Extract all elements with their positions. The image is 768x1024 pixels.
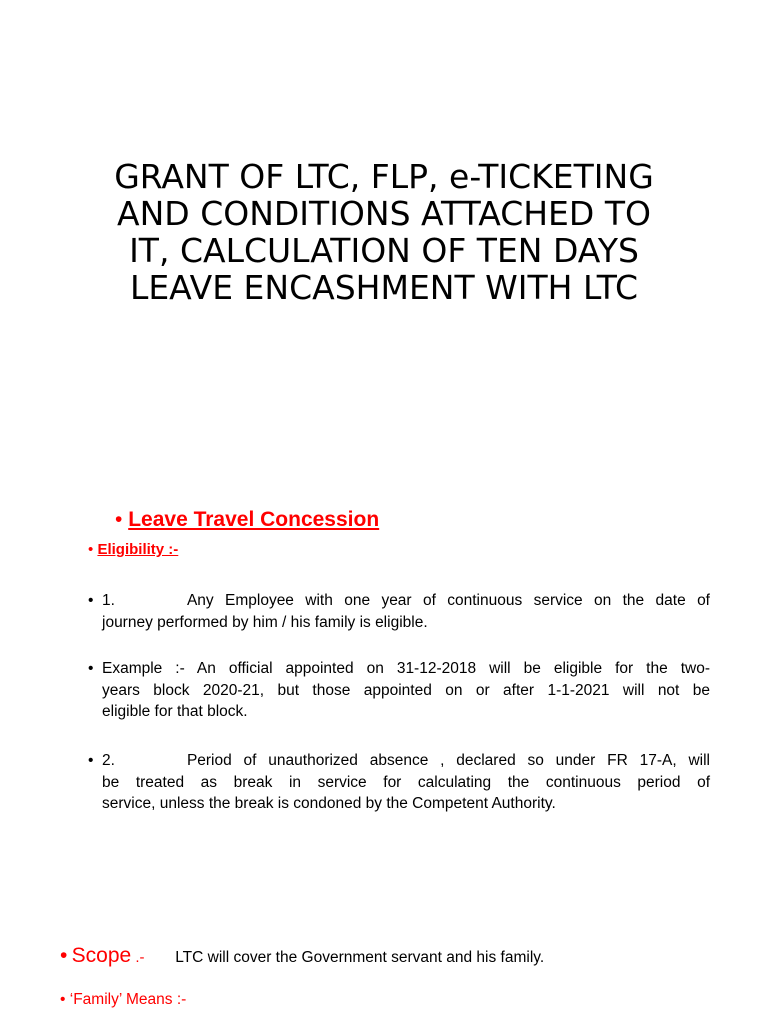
title-line-4: LEAVE ENCASHMENT WITH LTC: [129, 268, 639, 307]
paragraph-2: [88, 658, 710, 723]
bullet-icon: •: [60, 991, 66, 1008]
section-heading: [115, 508, 379, 532]
title-line-2: AND CONDITIONS ATTACHED TO: [117, 194, 651, 233]
paragraph-3-line-2: be treated as break in service for calculating the continuous period of: [102, 773, 710, 791]
paragraph-1-number: 1.: [102, 592, 115, 609]
paragraph-3-number: 2.: [102, 752, 115, 769]
paragraph-1-line-2: journey performed by him / his family is eligible.: [102, 613, 428, 631]
slide-title: [60, 158, 708, 306]
bullet-icon: •: [115, 508, 123, 531]
paragraph-2-line-2: years block 2020-21, but those appointed on or after 1-1-2021 will not be: [102, 681, 710, 699]
paragraph-1: [88, 590, 710, 633]
scope-text: LTC will cover the Government servant and his family.: [175, 949, 545, 966]
bullet-icon: •: [88, 592, 94, 609]
title-line-3: IT, CALCULATION OF TEN DAYS: [129, 231, 639, 270]
family-label: ‘Family’ Means :-: [69, 991, 187, 1008]
paragraph-1-line-1: 1. Any Employee with one year of continuous service on the date of: [102, 592, 710, 609]
paragraph-3: [88, 750, 710, 815]
scope-bullet: [60, 944, 544, 968]
paragraph-3-line-3: service, unless the break is condoned by the Competent Authority.: [102, 795, 556, 812]
paragraph-3-line-1: 2. Period of unauthorized absence , declared so under FR 17-A, will: [102, 752, 710, 769]
eligibility-label: Eligibility :-: [97, 541, 179, 558]
eligibility-heading: [88, 541, 178, 558]
scope-label: Scope: [71, 944, 132, 967]
family-bullet: [60, 991, 186, 1009]
section-heading-text: Leave Travel Concession: [128, 508, 380, 531]
bullet-icon: •: [88, 752, 94, 769]
bullet-icon: •: [88, 660, 94, 677]
bullet-icon: •: [60, 944, 68, 967]
scope-suffix: .-: [131, 949, 145, 966]
title-line-1: GRANT OF LTC, FLP, e-TICKETING: [114, 157, 654, 196]
paragraph-2-line-3: eligible for that block.: [102, 703, 248, 720]
bullet-icon: •: [88, 541, 94, 558]
paragraph-2-line-1: Example :- An official appointed on 31-12-2018 will be eligible for the two-: [102, 660, 710, 677]
